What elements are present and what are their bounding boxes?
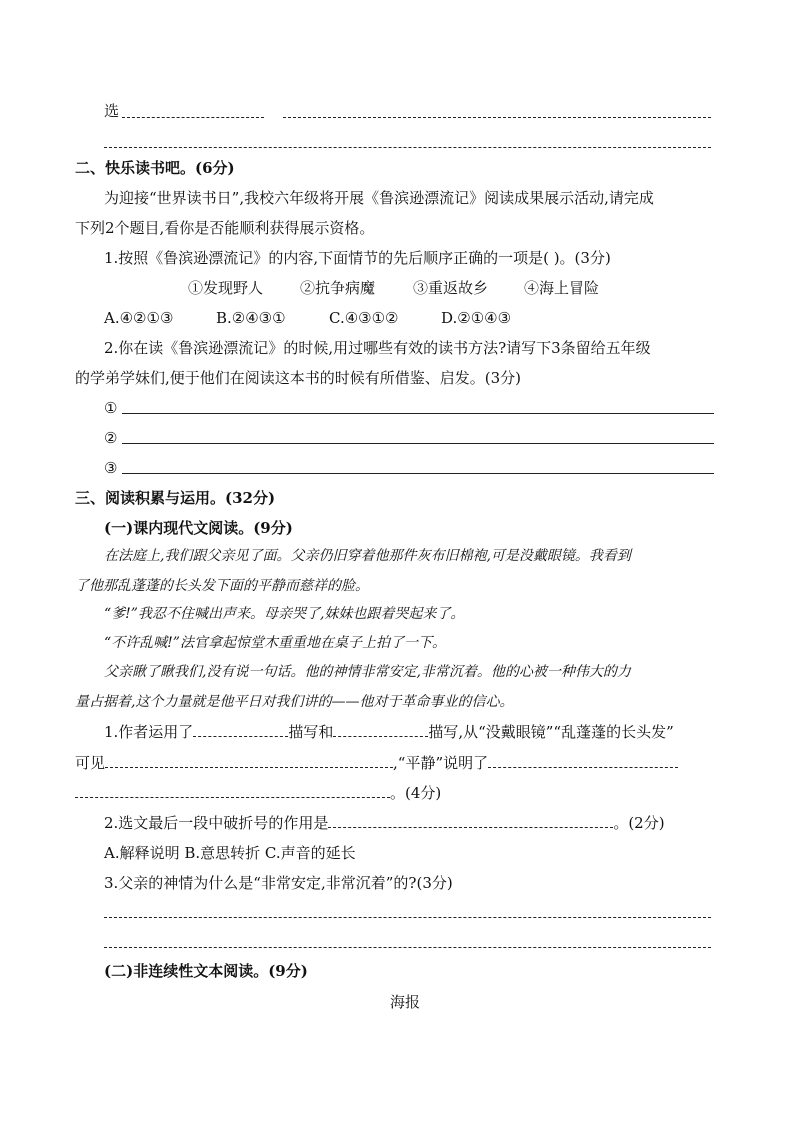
section-heading: 二、快乐读书吧。(6分) (75, 159, 235, 177)
answer-blank[interactable] (104, 147, 711, 148)
plot-item: ④海上冒险 (524, 279, 600, 297)
passage-line: 量占据着,这个力量就是他平日对我们讲的——他对于革命事业的信心。 (75, 694, 514, 710)
section-heading: 三、阅读积累与运用。(32分) (75, 489, 276, 507)
poster-title: 海报 (390, 993, 421, 1011)
answer-blank[interactable] (75, 783, 390, 798)
passage-line: 在法庭上,我们跟父亲见了面。父亲仍旧穿着他那件灰布旧棉袍,可是没戴眼镜。我看到 (104, 548, 631, 564)
question-text: 2.你在读《鲁滨逊漂流记》的时候,用过哪些有效的读书方法?请写下3条留给五年级 (104, 339, 651, 357)
question-text: 可见 ,“平静”说明了 (75, 753, 678, 773)
subsection-heading: (二)非连续性文本阅读。(9分) (104, 962, 308, 980)
choose-label: 选 (104, 102, 120, 120)
answer-blank[interactable] (104, 917, 711, 918)
question-text: 的学弟学妹们,便于他们在阅读这本书的时候有所借鉴、启发。(3分) (75, 369, 522, 387)
options-text[interactable]: A.解释说明 B.意思转折 C.声音的延长 (104, 844, 356, 862)
plot-item: ②抗争病魔 (300, 279, 376, 297)
question-text: 1.作者运用了 描写和 描写,从“没戴眼镜”“乱蓬蓬的长头发” (104, 723, 674, 741)
passage-line: “不许乱喊!”法官拿起惊堂木重重地在桌子上拍了一下。 (104, 635, 446, 651)
intro-text: 为迎接“世界读书日”,我校六年级将开展《鲁滨逊漂流记》阅读成果展示活动,请完成 (104, 189, 654, 207)
subsection-heading: (一)课内现代文阅读。(9分) (104, 519, 293, 537)
passage-line: 父亲瞅了瞅我们,没有说一句话。他的神情非常安定,非常沉着。他的心被一种伟大的力 (104, 664, 631, 680)
answer-blank[interactable] (122, 117, 264, 118)
answer-blank[interactable] (105, 753, 393, 768)
answer-mark: ① (104, 399, 118, 417)
passage-line: “爹!”我忍不住喊出声来。母亲哭了,妹妹也跟着哭起来了。 (104, 606, 465, 622)
answer-mark: ③ (104, 459, 118, 477)
passage-line: 了他那乱蓬蓬的长头发下面的平静而慈祥的脸。 (75, 578, 369, 594)
answer-blank[interactable] (283, 117, 711, 118)
answer-blank[interactable] (193, 722, 288, 737)
plot-item: ①发现野人 (188, 279, 264, 297)
intro-text: 下列2个题目,看你是否能顺利获得展示资格。 (75, 219, 375, 237)
option-c[interactable]: C.④③①② (329, 309, 399, 327)
option-b[interactable]: B.②④③① (216, 309, 286, 327)
question-text: 3.父亲的神情为什么是“非常安定,非常沉着”的?(3分) (104, 874, 453, 892)
question-text: 。(4分) (75, 783, 441, 803)
answer-blank[interactable] (333, 722, 428, 737)
answer-line[interactable] (122, 413, 714, 414)
plot-item: ③重返故乡 (413, 279, 489, 297)
option-a[interactable]: A.④②①③ (104, 309, 174, 327)
question-text: 2.选文最后一段中破折号的作用是 。(2分) (104, 814, 665, 832)
answer-line[interactable] (122, 443, 714, 444)
answer-blank[interactable] (488, 753, 678, 768)
answer-blank[interactable] (328, 813, 613, 828)
question-text: 1.按照《鲁滨逊漂流记》的内容,下面情节的先后顺序正确的一项是( )。(3分) (104, 249, 611, 267)
answer-line[interactable] (122, 473, 714, 474)
answer-mark: ② (104, 429, 118, 447)
option-d[interactable]: D.②①④③ (441, 309, 512, 327)
answer-blank[interactable] (104, 947, 711, 948)
